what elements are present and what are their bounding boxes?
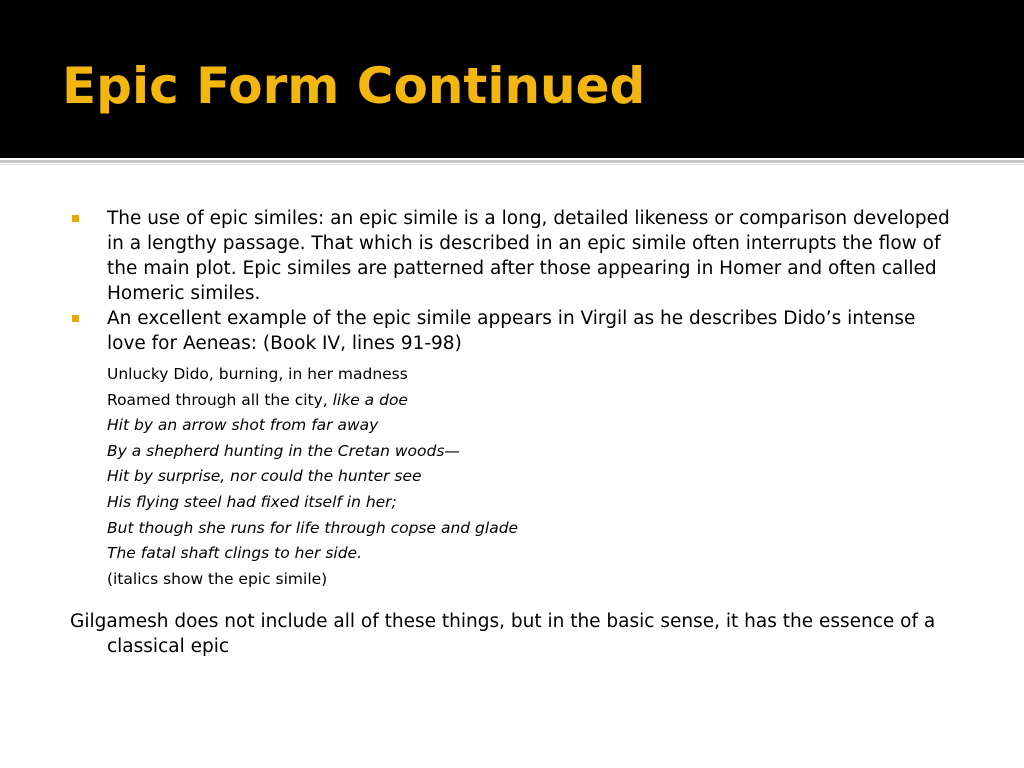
- title-bar: [0, 0, 1024, 158]
- verse-note: (italics show the epic simile): [107, 569, 328, 588]
- title-divider-thin: [0, 164, 1024, 165]
- bullet-text: The use of epic similes: an epic simile is a long, detailed likeness or comparison developed in a lengthy passage. That which is described in an epic simile often interrupts the flow of the main plot. Epic similes are patterned after those appearing in Homer and often called Homeric similes.: [107, 208, 950, 304]
- slide-body: [70, 206, 950, 678]
- verse-line: By a shepherd hunting in the Cretan woods—: [107, 441, 460, 460]
- bullet-item-virgil-example: [70, 306, 950, 356]
- slide-title: Epic Form Continued: [62, 57, 646, 115]
- square-bullet-icon: [72, 215, 79, 222]
- title-divider: [0, 160, 1024, 163]
- verse-line: Hit by surprise, nor could the hunter see: [107, 467, 422, 486]
- verse-line: Hit by an arrow shot from far away: [107, 416, 379, 435]
- verse-excerpt: [107, 362, 950, 592]
- verse-line: Roamed through all the city, like a doe: [107, 390, 408, 409]
- verse-line: The fatal shaft clings to her side.: [107, 544, 363, 563]
- verse-line: But though she runs for life through copse and glade: [107, 518, 519, 537]
- square-bullet-icon: [72, 315, 79, 322]
- bullet-text: An excellent example of the epic simile appears in Virgil as he describes Dido’s intense love for Aeneas: (Book IV, lines 91-98): [107, 308, 916, 354]
- verse-line: His flying steel had fixed itself in her;: [107, 492, 397, 511]
- verse-line: Unlucky Dido, burning, in her madness: [107, 365, 408, 383]
- bullet-item-epic-similes: [70, 206, 950, 306]
- closing-paragraph: Gilgamesh does not include all of these things, but in the basic sense, it has the essence of a classical epic: [70, 611, 936, 658]
